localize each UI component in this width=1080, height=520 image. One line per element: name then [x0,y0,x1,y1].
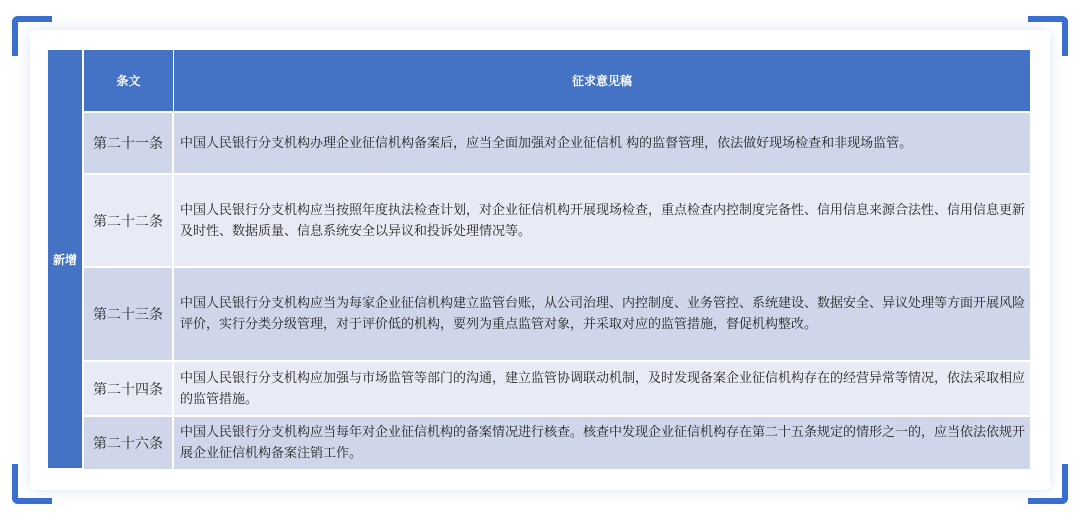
corner-decoration [1028,16,1068,56]
article-text: 中国人民银行分支机构应当每年对企业征信机构的备案情况进行核查。核查中发现企业征信机构存在第二十五条规定的情形之一的，应当依法依规开展企业征信机构备案注销工作。 [180,425,1026,461]
table-row [84,362,1030,415]
corner-decoration [12,16,52,56]
corner-decoration [12,464,52,504]
article-number: 第二十四条 [84,362,174,415]
article-number: 第二十六条 [84,417,174,469]
article-text: 中国人民银行分支机构办理企业征信机构备案后，应当全面加强对企业征信机 构的监督管理，依法做好现场检查和非现场监管。 [180,135,913,151]
article-number: 第二十三条 [84,268,174,360]
table-row [84,113,1030,173]
regulation-table [48,50,1030,468]
article-number: 第二十二条 [84,175,174,266]
article-text: 中国人民银行分支机构应加强与市场监管等部门的沟通，建立监管协调联动机制，及时发现备案企业征信机构存在的经营异常等情况，依法采取相应的监管措施。 [180,370,1026,407]
article-text: 中国人民银行分支机构应当为每家企业征信机构建立监管台账，从公司治理、内控制度、业务管控、系统建设、数据安全、异议处理等方面开展风险评价，实行分类分级管理，对于评价低的机构，要列为重点监管对象，并采取对应的监管措施，督促机构整改。 [180,296,1026,332]
table-body [84,113,1030,471]
header-article: 条文 [84,50,174,111]
side-label: 新增 [48,50,82,468]
table-row [84,268,1030,360]
article-text: 中国人民银行分支机构应当按照年度执法检查计划，对企业征信机构开展现场检查，重点检查内控制度完备性、信用信息来源合法性、信用信息更新及时性、数据质量、信息系统安全以异议和投诉处理情况等。 [180,202,1026,239]
article-number: 第二十一条 [84,113,174,173]
corner-decoration [1028,464,1068,504]
table-header [84,50,1030,111]
table-row [84,175,1030,266]
table-row [84,417,1030,469]
header-draft: 征求意见稿 [571,74,632,88]
